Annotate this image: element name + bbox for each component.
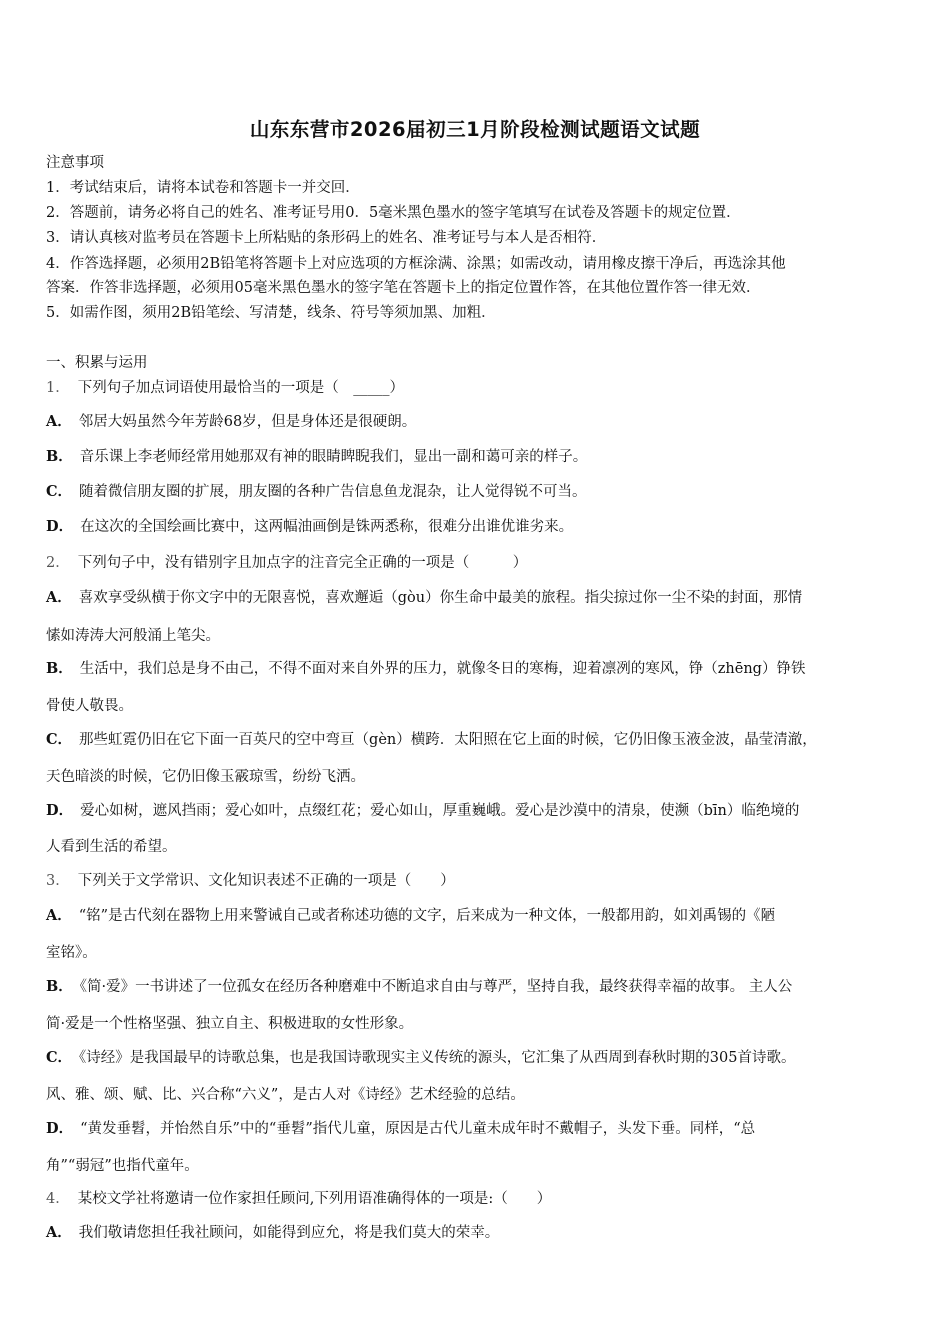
question-number: 3．: [46, 873, 70, 889]
option-label: B．: [46, 978, 73, 995]
question-stem: [46, 376, 404, 397]
option: [46, 728, 817, 749]
option-label: D．: [46, 1120, 74, 1137]
notice-line: 5．如需作图，须用2B铅笔绘、写清楚，线条、符号等须加黑、加粗．: [46, 305, 496, 321]
question-stem: [46, 1187, 551, 1208]
option-label: B．: [46, 448, 73, 465]
notice-line: 4．作答选择题，必须用2B铅笔将答题卡上对应选项的方框涂满、涂黑；如需改动，请用橡皮擦干净后，再选涂其他: [46, 256, 786, 272]
notice-line: 3．请认真核对监考员在答题卡上所粘贴的条形码上的姓名、准考证号与本人是否相符．: [46, 230, 607, 246]
option: [46, 1046, 795, 1067]
question-number: 1．: [46, 380, 70, 396]
option-label: A．: [46, 1224, 72, 1241]
question-text: 下列句子加点词语使用最恰当的一项是（ _____）: [77, 380, 404, 396]
option-label: A．: [46, 589, 72, 606]
option-text: 那些虹霓仍旧在它下面一百英尺的空中弯亘（gèn）横跨．太阳照在它上面的时候，它仍旧像玉液金波，晶莹清澈，: [79, 732, 817, 748]
option-label: B．: [46, 660, 73, 677]
option-label: D．: [46, 802, 74, 819]
option-continuation: 天色暗淡的时候，它仍旧像玉霰琼雪，纷纷飞洒。: [46, 769, 365, 785]
option-label: C．: [46, 1049, 73, 1066]
option-text: 在这次的全国绘画比赛中，这两幅油画倒是铢两悉称，很难分出谁优谁劣来。: [80, 519, 574, 535]
option-text: 随着微信朋友圈的扩展，朋友圈的各种广告信息鱼龙混杂，让人觉得锐不可当。: [79, 484, 587, 500]
option-continuation: 室铭》。: [46, 945, 97, 961]
option-text: 邻居大妈虽然今年芳龄68岁，但是身体还是很硬朗。: [78, 414, 417, 430]
option-text: 音乐课上李老师经常用她那双有神的眼睛睥睨我们，显出一副和蔼可亲的样子。: [79, 449, 588, 465]
notice-line: 1．考试结束后，请将本试卷和答题卡一并交回．: [46, 180, 360, 196]
notice-heading: 注意事项: [46, 155, 104, 171]
option: [46, 480, 587, 501]
page-title: 山东东营市2026届初三1月阶段检测试题语文试题: [249, 118, 701, 141]
option: [46, 445, 587, 466]
option: [46, 586, 802, 607]
option-continuation: 人看到生活的希望。: [46, 839, 177, 855]
notice-line: 答案．作答非选择题，必须用05毫米黑色墨水的签字笔在答题卡上的指定位置作答，在其他位置作答一律无效．: [46, 280, 761, 296]
option-continuation: 骨使人敬畏。: [46, 698, 133, 714]
question-text: 下列句子中，没有错别字且加点字的注音完全正确的一项是（ ）: [77, 555, 528, 571]
question-stem: [46, 869, 455, 890]
option: [46, 657, 805, 678]
question-stem: [46, 551, 527, 572]
option: [46, 975, 792, 996]
question-number: 4．: [46, 1191, 70, 1207]
option-label: C．: [46, 731, 73, 748]
option-label: A．: [46, 907, 72, 924]
option-continuation: 角”“弱冠”也指代童年。: [46, 1158, 199, 1174]
option-continuation: 风、雅、颂、赋、比、兴合称“六义”，是古人对《诗经》艺术经验的总结。: [46, 1087, 525, 1103]
option: [46, 799, 799, 820]
option: [46, 904, 775, 925]
option-label: A．: [46, 413, 72, 430]
question-text: 下列关于文学常识、文化知识表述不正确的一项是（ ）: [77, 873, 455, 889]
option: [46, 515, 573, 536]
option-text: “黄发垂髫，并怡然自乐”中的“垂髫”指代儿童，原因是古代儿童未成年时不戴帽子，头发下垂。同样，“总: [80, 1121, 756, 1137]
option-label: D．: [46, 518, 74, 535]
option-text: 爱心如树，遮风挡雨；爱心如叶，点缀红花；爱心如山，厚重巍峨。爱心是沙漠中的清泉，使濒（bīn）临绝境的: [80, 803, 800, 819]
option-text: 喜欢享受纵横于你文字中的无限喜悦，喜欢邂逅（gòu）你生命中最美的旅程。指尖掠过你一尘不染的封面，那情: [78, 590, 803, 606]
option: [46, 1117, 755, 1138]
option-label: C．: [46, 483, 73, 500]
option-text: 我们敬请您担任我社顾问，如能得到应允，将是我们莫大的荣幸。: [78, 1225, 500, 1241]
option-continuation: 简·爱是一个性格坚强、独立自主、积极进取的女性形象。: [46, 1016, 414, 1032]
option-text: 《简·爱》一书讲述了一位孤女在经历各种磨难中不断追求自由与尊严，坚持自我，最终获得幸福的故事。 主人公: [79, 979, 793, 995]
option: [46, 410, 416, 431]
section-heading: 一、积累与运用: [46, 355, 148, 371]
option-text: 《诗经》是我国最早的诗歌总集，也是我国诗歌现实主义传统的源头，它汇集了从西周到春秋时期的305首诗歌。: [79, 1050, 796, 1066]
question-number: 2．: [46, 555, 70, 571]
option-continuation: 愫如涛涛大河般涌上笔尖。: [46, 628, 220, 644]
option-text: “铭”是古代刻在器物上用来警诫自己或者称述功德的文字，后来成为一种文体，一般都用韵，如刘禹锡的《陋: [78, 908, 776, 924]
option: [46, 1221, 499, 1242]
option-text: 生活中，我们总是身不由己，不得不面对来自外界的压力，就像冬日的寒梅，迎着凛冽的寒风，铮（zhēng）铮铁: [79, 661, 806, 677]
notice-line: 2．答题前，请务必将自己的姓名、准考证号用0．5毫米黑色墨水的签字笔填写在试卷及答题卡的规定位置．: [46, 205, 741, 221]
question-text: 某校文学社将邀请一位作家担任顾问,下列用语准确得体的一项是:（ ）: [77, 1191, 552, 1207]
